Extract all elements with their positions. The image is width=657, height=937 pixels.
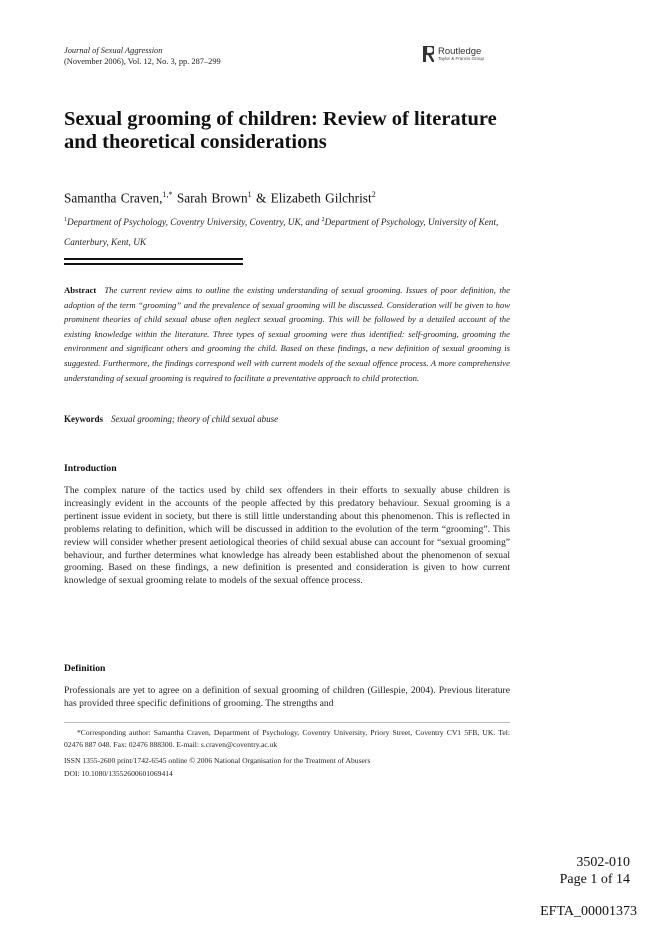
section-heading-definition: Definition	[64, 663, 106, 674]
author-list	[64, 190, 376, 206]
affiliations	[64, 210, 514, 253]
footnote-rule	[64, 722, 510, 723]
author-sup: 1,*	[162, 190, 173, 199]
divider-rule	[64, 263, 243, 265]
author-connector: &	[255, 190, 267, 206]
page-label: Page 1 of 14	[559, 872, 630, 887]
author-sup: 1	[247, 190, 252, 199]
affiliation-1: Department of Psychology, Coventry University, Coventry, UK, and	[67, 218, 322, 229]
issn-line: ISSN 1355-2600 print/1742-6545 online © 2006 National Organisation for the Treatment of Abusers	[64, 756, 371, 765]
keywords-label: Keywords	[64, 414, 103, 424]
keywords	[64, 414, 510, 424]
journal-citation: (November 2006), Vol. 12, No. 3, pp. 287–299	[64, 57, 221, 66]
affil-sup: 1	[64, 217, 67, 223]
article-title: Sexual grooming of children: Review of literature and theoretical considerations	[64, 108, 497, 153]
author-name: Sarah Brown	[176, 190, 248, 206]
author-name: Samantha Craven,	[64, 190, 163, 206]
publisher-logo	[423, 46, 484, 62]
definition-paragraph: Professionals are yet to agree on a definition of sexual grooming of children (Gillespie, 2004). Previous literature has provided three specific definitions of grooming. The strengths and	[64, 685, 510, 709]
abstract-label: Abstract	[64, 285, 97, 295]
publication-info	[64, 754, 510, 781]
document-code: 3502-010	[576, 855, 630, 870]
corresponding-author-footnote: *Corresponding author: Samantha Craven, Department of Psychology, Coventry University, Priory Street, Coventry CV1 5FB, UK. Tel: 02476 887 048. Fax: 02476 888300. E-mail: s.craven@coventry.ac.uk	[64, 728, 510, 750]
publisher-name: Routledge	[438, 45, 482, 57]
routledge-r-icon	[423, 46, 434, 62]
abstract	[64, 283, 510, 385]
keywords-text: Sexual grooming; theory of child sexual abuse	[111, 414, 279, 424]
introduction-paragraph: The complex nature of the tactics used by child sex offenders in their efforts to sexually abuse children is increasingly evident in the accounts of the people affected by this predatory behaviour. Sexual grooming is a pertinent issue evident in society, but there is still little understanding about this phenomenon. This is reflected in problems relating to definition, which will be discussed in addition to the evolution of the term “grooming”. This review will consider whether present aetiological theories of child sexual abuse can account for “sexual grooming” behaviour, and further determines what knowledge has already been established about the phenomenon of sexual grooming. Based on these findings, a new definition is presented and consideration is given to how current knowledge of sexual grooming relate to models of the sexual offence process.	[64, 485, 510, 587]
journal-header	[64, 45, 221, 67]
section-heading-introduction: Introduction	[64, 463, 117, 474]
affiliation-2: Department of Psychology, University of Kent, Canterbury, Kent, UK	[64, 218, 499, 249]
doi-line: DOI: 10.1080/13552600601069414	[64, 769, 173, 779]
efta-id: EFTA_00001373	[540, 904, 637, 919]
divider-rule	[64, 258, 243, 260]
author-sup: 2	[371, 190, 376, 199]
author-name: Elizabeth Gilchrist	[270, 190, 372, 206]
journal-name: Journal of Sexual Aggression	[64, 46, 163, 55]
abstract-text: The current review aims to outline the existing understanding of sexual grooming. Issues of poor definition, the adoption of the term “grooming” and the prevalence of sexual grooming will be discussed. Consideration will be given to how prominent theories of child sexual abuse often neglect sexual grooming. This will be followed by a detailed account of the existing knowledge within the literature. Three types of sexual grooming were thus identified: self-grooming, grooming the environment and significant others and grooming the child. Based on these findings, a new definition of sexual grooming is suggested. Furthermore, the findings correspond well with current models of the sexual offence process. A more comprehensive understanding of sexual grooming is required to facilitate a preventative approach to child protection.	[64, 285, 510, 383]
affil-sup: 2	[321, 217, 325, 223]
publisher-subtitle: Taylor & Francis Group	[438, 56, 485, 61]
